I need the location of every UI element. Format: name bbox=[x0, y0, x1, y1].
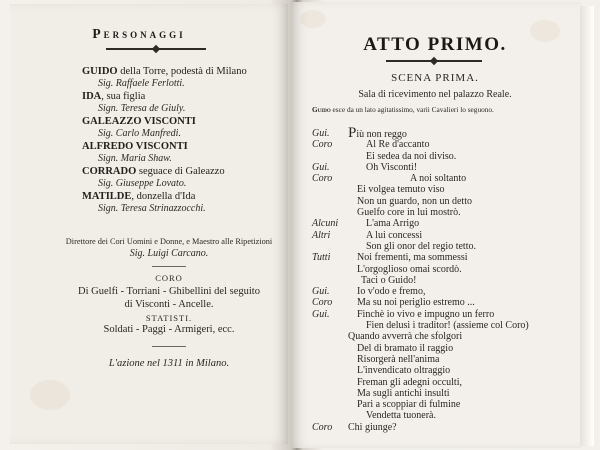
verse-text: A lui concessi bbox=[366, 229, 423, 241]
verse-text: Più non reggo bbox=[348, 125, 407, 141]
speaker-label: Gui. bbox=[312, 308, 330, 320]
cast-actor: Sign. Teresa Strinazzocchi. bbox=[98, 203, 206, 214]
scene-title: SCENA PRIMA. bbox=[391, 72, 479, 84]
verse-line bbox=[0, 139, 600, 150]
verse-text: Freman gli adegni occulti, bbox=[357, 376, 462, 388]
cast-entry: ALFREDO VISCONTI bbox=[82, 141, 188, 152]
act-title: ATTO PRIMO. bbox=[363, 34, 507, 55]
coro-heading: CORO bbox=[155, 273, 183, 283]
cast-actor: Sig. Giuseppe Lovato. bbox=[98, 178, 187, 189]
verse-text: Risorgerà nell'anima bbox=[357, 353, 440, 365]
cast-actor: Sig. Raffaele Ferlotti. bbox=[98, 78, 185, 89]
stage-direction: Guido esce da un lato agitatissimo, varii Cavalieri lo seguono. bbox=[312, 105, 494, 114]
cast-actor: Sign. Maria Shaw. bbox=[98, 153, 172, 164]
verse-line bbox=[0, 343, 600, 354]
verse-line bbox=[0, 309, 600, 320]
verse-line bbox=[0, 218, 600, 229]
cast-entry: MATILDE, donzella d'Ida bbox=[82, 191, 196, 202]
verse-line bbox=[0, 286, 600, 297]
directors-text: Direttore dei Cori Uomini e Donne, e Maestro alle Ripetizioni bbox=[65, 237, 273, 246]
verse-text: Noi frementi, ma sommessi bbox=[357, 252, 468, 264]
verse-line bbox=[0, 297, 600, 308]
cast-entry: IDA, sua figlia bbox=[82, 91, 146, 102]
verse-line bbox=[0, 410, 600, 421]
verse-text: Chi giunge? bbox=[348, 421, 397, 433]
cast-actor: Sig. Carlo Manfredi. bbox=[98, 128, 181, 139]
drop-cap: P bbox=[348, 125, 357, 141]
verse-text: Oh Visconti! bbox=[366, 161, 418, 173]
verse-line bbox=[0, 365, 600, 376]
verse-line bbox=[0, 184, 600, 195]
speaker-label: Alcuni bbox=[312, 218, 339, 230]
verse-text: Io v'odo e fremo, bbox=[357, 286, 426, 298]
verse-text: Guelfo core in lui mostrò. bbox=[357, 207, 461, 219]
coro-line: di Visconti - Ancelle. bbox=[124, 299, 214, 310]
verse-text: Non un guardo, non un detto bbox=[357, 195, 472, 207]
paper-stain bbox=[300, 10, 326, 28]
cast-entry: GALEAZZO VISCONTI bbox=[82, 116, 196, 127]
directors-name: Sig. Luigi Carcano. bbox=[129, 248, 209, 259]
verse-line bbox=[0, 173, 600, 184]
cast-entry: CORRADO seguace di Galeazzo bbox=[82, 166, 225, 177]
verse-text: Ma su noi periglio estremo ... bbox=[357, 297, 475, 309]
statisti-text: Soldati - Paggi - Armigeri, ecc. bbox=[103, 324, 235, 335]
verse-line bbox=[0, 151, 600, 162]
speaker-label: Coro bbox=[312, 173, 333, 185]
verse-line bbox=[0, 354, 600, 365]
verse-line bbox=[0, 241, 600, 252]
verse-line bbox=[0, 399, 600, 410]
verse-text: Son gli onor del regio tetto. bbox=[366, 240, 476, 252]
verse-line bbox=[0, 230, 600, 241]
verse-line bbox=[0, 320, 600, 331]
verse-text: L'invendicato oltraggio bbox=[357, 365, 451, 377]
verse-text: Taci o Guido! bbox=[361, 274, 417, 286]
verse-line bbox=[0, 196, 600, 207]
speaker-label: Gui. bbox=[312, 161, 330, 173]
scene-description: Sala di ricevimento nel palazzo Reale. bbox=[358, 89, 512, 100]
verse-line bbox=[0, 377, 600, 388]
page-title: Personaggi bbox=[92, 26, 186, 41]
libretto-text bbox=[0, 125, 600, 433]
speaker-label: Gui. bbox=[312, 128, 330, 139]
verse-line bbox=[0, 252, 600, 263]
verse-line bbox=[0, 275, 600, 286]
verse-line bbox=[0, 125, 600, 141]
verse-text: Pari a scoppiar di fulmine bbox=[357, 399, 461, 411]
verse-line bbox=[0, 207, 600, 218]
verse-text: Del di bramato il raggio bbox=[357, 342, 454, 354]
verse-line bbox=[0, 264, 600, 275]
speaker-label: Gui. bbox=[312, 286, 330, 298]
verse-text: Finchè io vivo e impugno un ferro bbox=[357, 308, 495, 320]
verse-line bbox=[0, 331, 600, 342]
verse-text: Ma sugli antichi insulti bbox=[357, 387, 450, 399]
verse-text: Quando avverrà che sfolgori bbox=[348, 331, 463, 343]
verse-text: Fien delusi i traditor! (assieme col Coro) bbox=[366, 320, 529, 332]
verse-line bbox=[0, 162, 600, 173]
setting-note: L'azione nel 1311 in Milano. bbox=[108, 358, 230, 369]
verse-line bbox=[0, 422, 600, 433]
speaker-label: Coro bbox=[312, 421, 333, 433]
verse-text: L'ama Arrigo bbox=[366, 218, 420, 230]
cast-actor: Sign. Teresa de Giuly. bbox=[98, 103, 186, 114]
speaker-label: Coro bbox=[312, 139, 333, 151]
verse-text: Vendetta tuonerà. bbox=[366, 410, 436, 422]
speaker-label: Altri bbox=[312, 229, 331, 241]
verse-text: Al Re d'accanto bbox=[366, 139, 430, 151]
statisti-heading: STATISTI. bbox=[145, 313, 193, 323]
title-ornament bbox=[386, 60, 482, 62]
verse-text: Ei sedea da noi diviso. bbox=[366, 150, 457, 162]
verse-text: A noi soltanto bbox=[410, 173, 467, 185]
title-ornament bbox=[106, 48, 206, 50]
cast-entry: GUIDO della Torre, podestà di Milano bbox=[82, 66, 247, 77]
speaker-label: Coro bbox=[312, 297, 333, 309]
speaker-label: Tutti bbox=[312, 252, 331, 264]
verse-text: L'orgoglioso omai scordò. bbox=[357, 263, 462, 275]
verse-text: Ei volgea temuto viso bbox=[357, 184, 445, 196]
coro-line: Di Guelfi - Torriani - Ghibellini del seguito bbox=[78, 286, 260, 297]
verse-line bbox=[0, 388, 600, 399]
